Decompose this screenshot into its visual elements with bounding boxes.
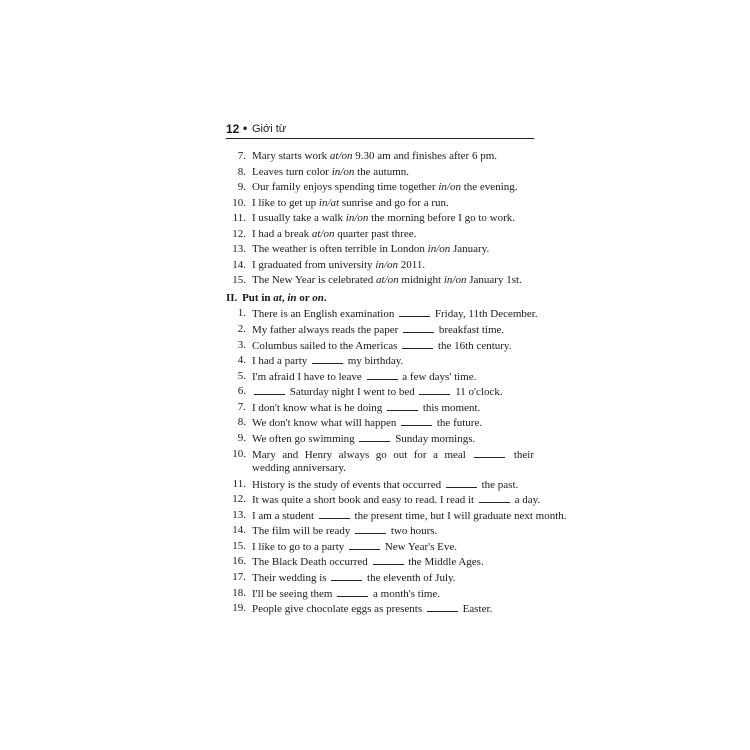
list-item-text	[252, 493, 540, 507]
list-item-text	[252, 571, 456, 585]
list-item-number: 6.	[237, 385, 246, 397]
text-part: the autumn.	[354, 166, 410, 178]
text-part: midnight	[398, 274, 444, 286]
exercise-2-title-in: in	[287, 292, 297, 304]
list-item-text	[252, 323, 504, 337]
text-part: Mary and Henry always go out for a meal	[252, 449, 466, 461]
preposition-choice: in/on	[375, 259, 399, 271]
text-part: the eleventh of July.	[367, 572, 456, 584]
preposition-choice: in/on	[345, 212, 369, 224]
preposition-choice: in/at	[318, 197, 340, 209]
list-item-text	[252, 243, 489, 256]
list-item-text	[252, 509, 567, 523]
preposition-choice: in/on	[331, 166, 355, 178]
text-part: I had a break	[252, 228, 312, 240]
list-item-number: 13.	[232, 509, 246, 521]
exercise-2-title-at: at	[273, 292, 282, 304]
list-item-number: 9.	[237, 432, 246, 444]
text-part: I had a party	[252, 355, 308, 367]
exercise-2-title-a: Put in	[242, 292, 274, 304]
list-item-text	[252, 228, 416, 241]
exercise-2-title-on: on	[312, 292, 324, 304]
header-bullet: •	[243, 121, 248, 135]
list-item-text	[252, 432, 475, 446]
text-part: Our family enjoys spending time together	[252, 181, 439, 193]
list-item-text	[252, 448, 534, 475]
exercise-2-roman: II.	[226, 292, 238, 304]
answer-blank[interactable]	[254, 385, 285, 395]
list-item-text	[252, 181, 518, 194]
list-item-number: 13.	[232, 243, 246, 255]
list-item-text	[252, 478, 518, 492]
text-part: breakfast time.	[438, 324, 505, 336]
answer-blank[interactable]	[402, 339, 433, 349]
list-item-text	[252, 524, 437, 538]
text-part: the past.	[481, 479, 519, 491]
list-item-number: 16.	[232, 555, 246, 567]
preposition-choice: at/on	[329, 150, 353, 162]
text-part: the 16th century.	[437, 340, 512, 352]
text-part: 11 o'clock.	[455, 386, 503, 398]
text-part: quarter past three.	[334, 228, 417, 240]
text-part: Columbus sailed to the Americas	[252, 340, 398, 352]
list-item-text	[252, 274, 522, 287]
text-part: There is an English examination	[252, 308, 395, 320]
text-part: Their wedding is	[252, 572, 327, 584]
list-item-text	[252, 587, 440, 601]
list-item-number: 12.	[232, 493, 246, 505]
text-part: the future.	[436, 417, 483, 429]
preposition-choice: in/on	[438, 181, 461, 193]
text-part: the evening.	[460, 181, 518, 193]
list-item-number: 10.	[232, 197, 246, 209]
preposition-choice: in/on	[427, 243, 451, 255]
list-item-text	[252, 212, 515, 225]
list-item-number: 15.	[232, 274, 246, 286]
exercise-2-title	[226, 292, 327, 304]
text-part: the present time, but I will graduate next month.	[354, 510, 567, 522]
text-part: two hours.	[390, 525, 438, 537]
list-item-number: 8.	[237, 416, 246, 428]
list-item-number: 18.	[232, 587, 246, 599]
text-part: The New Year is celebrated	[252, 274, 377, 286]
answer-blank[interactable]	[337, 587, 368, 597]
text-part: New Year's Eve.	[384, 541, 458, 553]
text-part: I like to get up	[252, 197, 319, 209]
list-item-number: 7.	[237, 150, 246, 162]
text-part: January.	[450, 243, 490, 255]
list-item-number: 19.	[232, 602, 246, 614]
answer-blank[interactable]	[479, 493, 510, 503]
exercise-2-title-end: .	[323, 292, 327, 304]
answer-blank[interactable]	[446, 478, 477, 488]
list-item-number: 8.	[237, 166, 246, 178]
text-part: Friday, 11th December.	[434, 308, 538, 320]
text-part: I am a student	[252, 510, 315, 522]
exercise-2-title-sep2: or	[296, 292, 313, 304]
list-item-text	[252, 602, 492, 616]
list-item-number: 14.	[232, 524, 246, 536]
text-part: We often go swimming	[252, 433, 355, 445]
list-item-text	[252, 166, 409, 179]
answer-blank[interactable]	[427, 602, 458, 612]
text-part: January 1st.	[466, 274, 522, 286]
list-item-text	[252, 555, 484, 569]
exercise-2-title-sep1: ,	[281, 292, 288, 304]
list-item-number: 10.	[232, 448, 246, 460]
answer-blank[interactable]	[349, 540, 380, 550]
text-part: 2011.	[398, 259, 426, 271]
list-item-number: 12.	[232, 228, 246, 240]
list-item-number: 4.	[237, 354, 246, 366]
list-item-text	[252, 197, 449, 210]
text-part: Mary starts work	[252, 150, 330, 162]
text-part: I graduated from university	[252, 259, 376, 271]
list-item-text	[252, 401, 480, 415]
answer-blank[interactable]	[399, 307, 430, 317]
preposition-choice: in/on	[443, 274, 467, 286]
page-number: 12	[226, 122, 240, 136]
answer-blank[interactable]	[355, 524, 386, 534]
answer-blank[interactable]	[359, 432, 390, 442]
text-part: I don't know what is he doing	[252, 402, 383, 414]
text-part: My father always reads the paper	[252, 324, 399, 336]
list-item-text	[252, 339, 511, 353]
text-part: this moment.	[422, 402, 481, 414]
text-part: a few days' time.	[402, 371, 477, 383]
text-part: History is the study of events that occurred	[252, 479, 442, 491]
text-part: the Middle Ages.	[408, 556, 484, 568]
text-part: 9.30 am and finishes after 6 pm.	[352, 150, 498, 162]
list-item-number: 11.	[232, 212, 246, 224]
list-item-number: 2.	[237, 323, 246, 335]
text-part: Easter.	[462, 603, 493, 615]
list-item-number: 3.	[237, 339, 246, 351]
text-part: I'll be seeing them	[252, 588, 333, 600]
list-item-number: 15.	[232, 540, 246, 552]
text-part: a day.	[514, 494, 541, 506]
section-title: Giới từ	[252, 123, 287, 135]
text-part: I usually take a walk	[252, 212, 346, 224]
list-item-text	[252, 385, 503, 399]
text-part: The weather is often terrible in London	[252, 243, 428, 255]
list-item-number: 5.	[237, 370, 246, 382]
text-part: Leaves turn color	[252, 166, 332, 178]
text-part: sunrise and go for a run.	[339, 197, 449, 209]
text-part: People give chocolate eggs as presents	[252, 603, 423, 615]
answer-blank[interactable]	[373, 555, 404, 565]
list-item-number: 14.	[232, 259, 246, 271]
answer-blank[interactable]	[403, 323, 434, 333]
list-item-text	[252, 259, 425, 272]
text-part: It was quite a short book and easy to read. I read it	[252, 494, 475, 506]
text-part: the morning before I go to work.	[368, 212, 516, 224]
preposition-choice: at/on	[311, 228, 335, 240]
page-header	[226, 122, 534, 139]
list-item-text	[252, 150, 497, 163]
list-item-number: 9.	[237, 181, 246, 193]
list-item-number: 17.	[232, 571, 246, 583]
answer-blank[interactable]	[401, 416, 432, 426]
list-item-text	[252, 416, 482, 430]
text-part: Saturday night I went to bed	[289, 386, 415, 398]
answer-blank[interactable]	[319, 509, 350, 519]
text-part: my birthday.	[347, 355, 404, 367]
text-part: The Black Death occurred	[252, 556, 368, 568]
answer-blank[interactable]	[387, 401, 418, 411]
text-part: Sunday mornings.	[395, 433, 476, 445]
text-part: I like to go to a party	[252, 541, 345, 553]
text-part: We don't know what will happen	[252, 417, 397, 429]
list-item-text	[252, 307, 538, 321]
list-item-number: 7.	[237, 401, 246, 413]
answer-blank[interactable]	[419, 385, 450, 395]
answer-blank[interactable]	[474, 448, 505, 458]
text-part: a month's time.	[373, 588, 441, 600]
text-part: their wedding anniversary.	[252, 449, 535, 474]
text-part: The film will be ready	[252, 525, 351, 537]
preposition-choice: at/on	[376, 274, 399, 286]
list-item-number: 1.	[237, 307, 246, 319]
list-item-text	[252, 370, 476, 384]
list-item-text	[252, 354, 403, 368]
answer-blank[interactable]	[331, 571, 362, 581]
answer-blank[interactable]	[367, 370, 398, 380]
text-part: I'm afraid I have to leave	[252, 371, 362, 383]
list-item-number: 11.	[232, 478, 246, 490]
answer-blank[interactable]	[312, 354, 343, 364]
list-item-text	[252, 540, 457, 554]
